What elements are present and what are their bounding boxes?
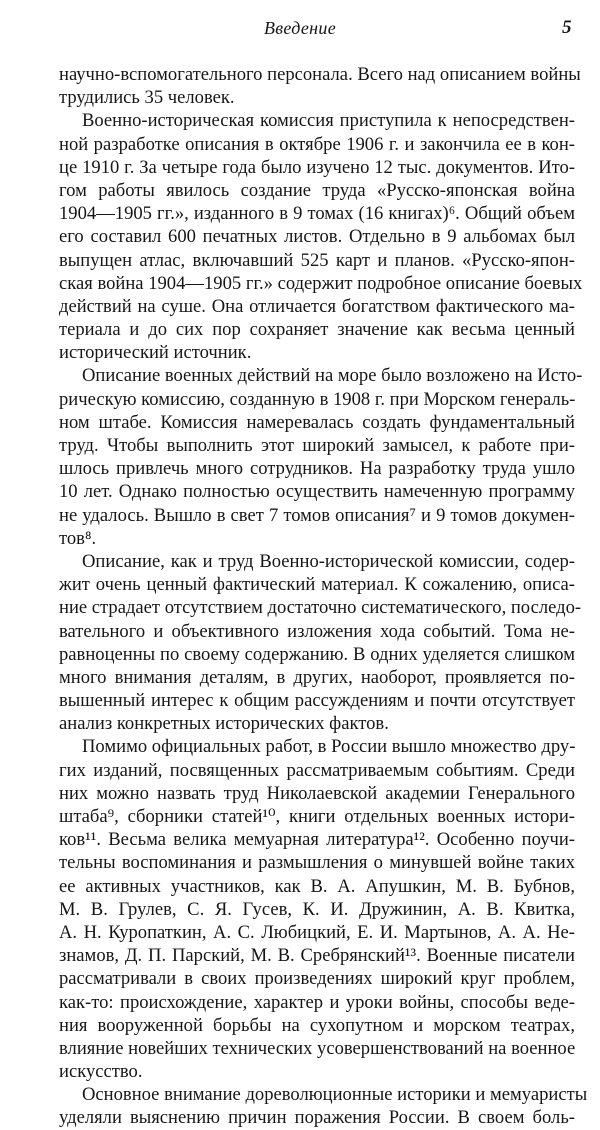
text-line: уделяли выяснению причин поражения России. В своем боль- bbox=[59, 1107, 575, 1129]
text-line: М. В. Грулев, С. Я. Гусев, К. И. Дружинин, А. В. Квитка, bbox=[59, 898, 575, 920]
text-line: ния вооруженной борьбы на сухопутном и морском театрах, bbox=[59, 1014, 575, 1036]
text-line: труд. Чтобы выполнить этот широкий замысел, к работе при- bbox=[59, 435, 575, 456]
text-line: 1904—1905 гг.», изданного в 9 томах (16 книгах)⁶. Общий объем bbox=[59, 203, 575, 225]
text-line: Основное внимание дореволюционные историки и мемуаристы bbox=[82, 1084, 588, 1106]
text-line: ее активных участников, как В. А. Апушкин, М. В. Бубнов, bbox=[59, 875, 575, 897]
text-line: рическую комиссию, созданную в 1908 г. при Морском генераль- bbox=[59, 388, 576, 410]
text-line: ной разработке описания в октябре 1906 г. и закончила ее в кон- bbox=[59, 133, 575, 155]
text-line: штаба⁹, сборники статей¹⁰, книги отдельных военных истори- bbox=[59, 806, 575, 827]
text-line: тов⁸. bbox=[59, 527, 97, 549]
text-line: ков¹¹. Весьма велика мемуарная литература¹². Особенно поучи- bbox=[59, 829, 575, 851]
text-line: Помимо официальных работ, в России вышло множество дру- bbox=[82, 736, 576, 758]
text-line: много внимания деталям, в других, наоборот, проявляется по- bbox=[59, 666, 575, 688]
text-line: гом работы явилось создание труда «Русско-японская война bbox=[59, 179, 575, 201]
text-line: выпущен атлас, включавший 525 карт и планов. «Русско-япон- bbox=[59, 249, 575, 271]
text-line: тельны воспоминания и размышления о минувшей войне таких bbox=[59, 852, 575, 874]
text-line: Военно-историческая комиссия приступила к непосредствен- bbox=[82, 110, 575, 132]
text-line: рассматривали в своих произведениях широкий круг проблем, bbox=[59, 968, 575, 990]
text-line: вательного и объективного изложения хода событий. Тома не- bbox=[59, 620, 575, 642]
text-line: знамов, Д. П. Парский, М. В. Сребрянский¹³. Военные писатели bbox=[59, 945, 575, 967]
running-head-title: Введение bbox=[264, 18, 336, 38]
text-line: научно-вспомогательного персонала. Всего над описанием войны bbox=[59, 64, 581, 85]
text-line: ние страдает отсутствием достаточно систематического, последо- bbox=[59, 597, 582, 619]
text-line: гих изданий, посвященных рассматриваемым событиям. Среди bbox=[59, 759, 575, 781]
text-line: трудились 35 человек. bbox=[59, 87, 235, 109]
body-text bbox=[59, 63, 588, 1130]
text-line: как-то: происхождение, характер и уроки войны, способы веде- bbox=[59, 991, 575, 1013]
text-line: жит очень ценный фактический материал. К сожалению, описа- bbox=[59, 574, 575, 596]
text-line: не удалось. Вышло в свет 7 томов описания⁷ и 9 томов докумен- bbox=[59, 504, 575, 526]
text-line: Описание военных действий на море было возложено на Исто- bbox=[82, 365, 583, 387]
text-line: це 1910 г. За четыре года было изучено 12 тыс. документов. Ито- bbox=[59, 156, 575, 178]
text-line: действий на суше. Она отличается богатством фактического ма- bbox=[59, 295, 575, 317]
text-line: них можно назвать труд Николаевской академии Генерального bbox=[59, 782, 575, 804]
text-line: исторический источник. bbox=[59, 342, 252, 364]
text-line: искусство. bbox=[59, 1061, 143, 1083]
page-number: 5 bbox=[562, 17, 572, 38]
text-line: вышенный интерес к общим рассуждениям и почти отсутствует bbox=[59, 690, 575, 712]
text-line: влияние новейших технических усовершенствований на военное bbox=[59, 1037, 576, 1059]
text-line: равноценны по своему содержанию. В одних уделяется слишком bbox=[59, 643, 575, 665]
text-line: А. Н. Куропаткин, А. С. Любицкий, Е. И. Мартынов, А. А. Не- bbox=[59, 921, 575, 943]
text-line: териала и до сих пор сохраняет значение как весьма ценный bbox=[59, 319, 575, 341]
text-line: ном штабе. Комиссия намеревалась создать фундаментальный bbox=[59, 411, 575, 433]
text-line: ская война 1904—1905 гг.» содержит подробное описание боевых bbox=[59, 272, 583, 294]
text-line: Описание, как и труд Военно-исторической комиссии, содер- bbox=[82, 550, 575, 572]
text-line: его составил 600 печатных листов. Отдельно в 9 альбомах был bbox=[59, 226, 575, 248]
text-line: анализ конкретных исторических фактов. bbox=[59, 713, 389, 735]
text-line: 10 лет. Однако полностью осуществить намеченную программу bbox=[59, 481, 575, 503]
text-line: шлось привлечь много сотрудников. На разработку труда ушло bbox=[59, 458, 575, 480]
